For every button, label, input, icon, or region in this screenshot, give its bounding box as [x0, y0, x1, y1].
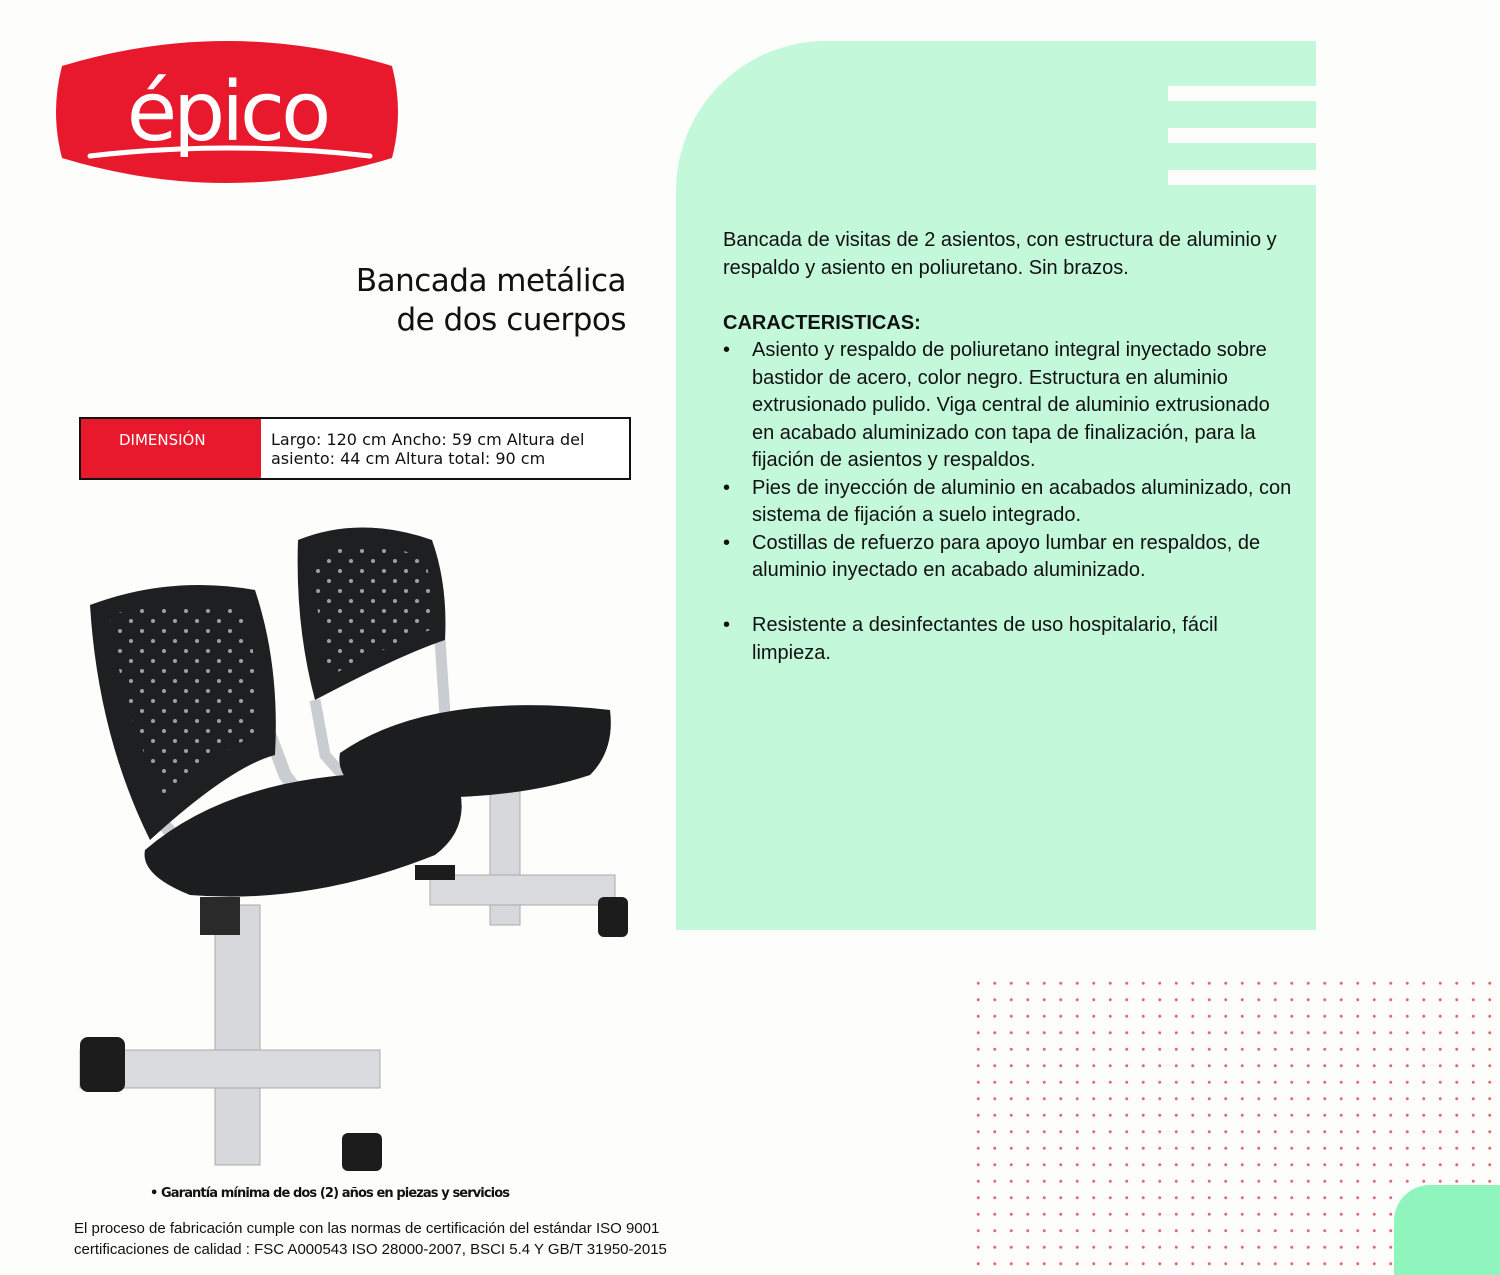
description-block: [723, 227, 1293, 667]
bullet-icon: •: [723, 339, 731, 361]
features-list: [723, 337, 1293, 667]
decor-stripe: [1168, 170, 1316, 185]
product-title: [250, 262, 626, 340]
epico-logo: [52, 28, 402, 196]
bullet-icon: •: [723, 531, 731, 554]
description-text: Bancada de visitas de 2 asientos, con estructura de aluminio y respaldo y asiento en poliuretano. Sin brazos.: [723, 229, 1277, 279]
title-line-1: Bancada metálica: [355, 263, 626, 299]
bench-image: [70, 505, 650, 1195]
feature-item: • Pies de inyección de aluminio en acabados aluminizado, con sistema de fijación a suelo integrado.: [723, 476, 1292, 526]
decor-stripe: [1168, 86, 1316, 101]
corner-decoration: [1394, 1185, 1500, 1275]
dimension-value: Largo: 120 cm Ancho: 59 cm Altura del asiento: 44 cm Altura total: 90 cm: [271, 430, 585, 468]
feature-item: • Asiento y respaldo de poliuretano integral inyectado sobre bastidor de acero, color negro. Estructura en aluminio extrusionado pulido. Viga central de aluminio extrusionado en acabado aluminizado con tapa de finalización, para la fijación de asientos y respaldos.: [723, 339, 1270, 471]
decor-stripe: [1168, 128, 1316, 143]
logo-text: épico: [126, 65, 328, 160]
title-line-2: de dos cuerpos: [396, 302, 626, 338]
bullet-icon: •: [723, 476, 731, 499]
dimension-label: DIMENSIÓN: [81, 419, 261, 478]
cert-line-1: El proceso de fabricación cumple con las normas de certificación del estándar ISO 9001: [74, 1220, 660, 1237]
certification-note: [74, 1218, 684, 1260]
cert-line-2: certificaciones de calidad : FSC A000543 ISO 28000-2007, BSCI 5.4 Y GB/T 31950-2015: [74, 1241, 667, 1258]
feature-item: • Costillas de refuerzo para apoyo lumbar en respaldos, de aluminio inyectado en acabado aluminizado.: [723, 531, 1261, 581]
dimension-table: [79, 417, 631, 480]
feature-item: • Resistente a desinfectantes de uso hospitalario, fácil limpieza.: [723, 614, 1218, 664]
features-heading: CARACTERISTICAS:: [723, 311, 921, 334]
bullet-icon: •: [723, 614, 731, 636]
guarantee-note: • Garantía mínima de dos (2) años en piezas y servicios: [150, 1186, 510, 1201]
